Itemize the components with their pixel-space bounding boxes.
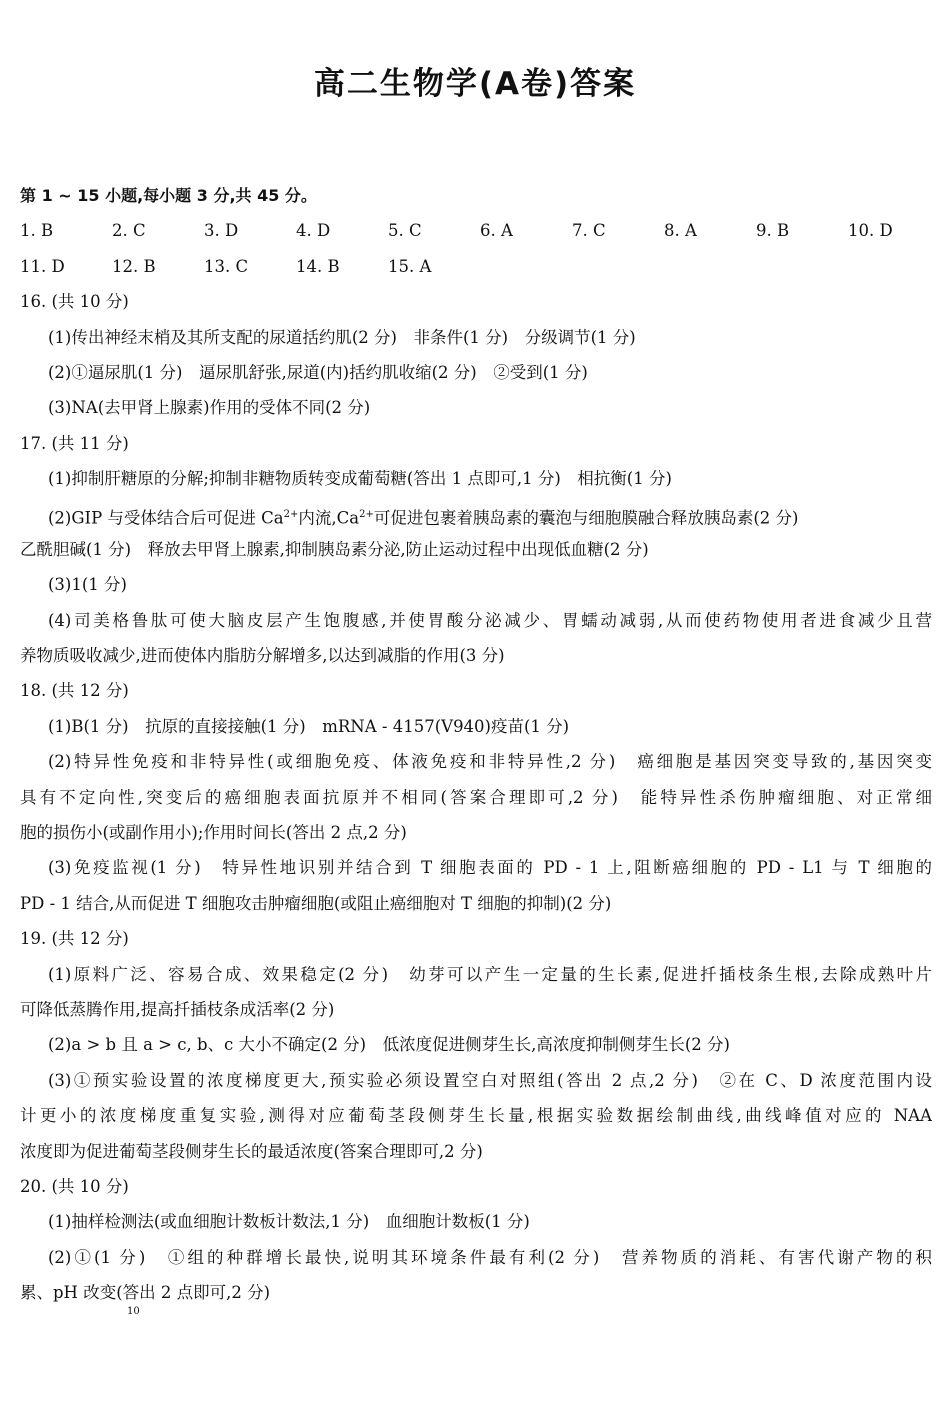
- mc-answer: 2. C: [112, 221, 146, 241]
- mc-answer: 11. D: [20, 256, 65, 276]
- mc-answer: 14. B: [296, 256, 340, 276]
- section-intro: 第 1 ~ 15 小题,每小题 3 分,共 45 分。: [20, 186, 317, 205]
- q18-answer-line: PD - 1 结合,从而促进 T 细胞攻击肿瘤细胞(或阻止癌细胞对 T 细胞的抑制)(2 分): [20, 893, 612, 913]
- q16-heading: 16. (共 10 分): [20, 292, 129, 312]
- q19-answer-line: 浓度即为促进葡萄茎段侧芽生长的最适浓度(答案合理即可,2 分): [20, 1141, 483, 1161]
- q18-answer-line: 胞的损伤小(或副作用小);作用时间长(答出 2 点,2 分): [20, 823, 407, 843]
- q17-text: 可促进包裹着胰岛素的囊泡与细胞膜融合释放胰岛素(2 分): [373, 508, 799, 528]
- mc-answer: 8. A: [664, 221, 697, 241]
- q16-answer-line: (1)传出神经末梢及其所支配的尿道括约肌(2 分) 非条件(1 分) 分级调节(1 分): [48, 327, 636, 347]
- q17-answer-line: 养物质吸收减少,进而使体内脂肪分解增多,以达到减脂的作用(3 分): [20, 646, 505, 666]
- q17-answer-line: (3)1(1 分): [48, 575, 127, 595]
- mc-answers-row-1: [20, 213, 932, 248]
- q17-answer-line: 乙酰胆碱(1 分) 释放去甲肾上腺素,抑制胰岛素分泌,防止运动过程中出现低血糖(2 分): [20, 539, 649, 559]
- mc-answer: 3. D: [204, 221, 239, 241]
- q17-answer-line-ca: [20, 497, 932, 532]
- q17-text: (2)GIP 与受体结合后可促进 Ca: [48, 508, 284, 528]
- q17-text: 内流,Ca: [298, 508, 360, 528]
- q19-answer-line: (2)a > b 且 a > c, b、c 大小不确定(2 分) 低浓度促进侧芽生长,高浓度抑制侧芽生长(2 分): [48, 1035, 730, 1055]
- q19-heading: 19. (共 12 分): [20, 929, 129, 949]
- mc-answer: 5. C: [388, 221, 422, 241]
- q20-answer-line: (1)抽样检测法(或血细胞计数板计数法,1 分) 血细胞计数板(1 分): [48, 1212, 530, 1232]
- mc-answer: 12. B: [112, 256, 156, 276]
- mc-answer: 7. C: [572, 221, 606, 241]
- mc-answer: 10. D: [848, 221, 893, 241]
- mc-answer: 9. B: [756, 221, 790, 241]
- mc-answer: 15. A: [388, 256, 432, 276]
- superscript: 2+: [283, 508, 299, 520]
- mc-answers-row-2: [20, 249, 932, 284]
- page-title: 高二生物学(A卷)答案: [313, 66, 637, 102]
- q19-answer-line: 计更小的浓度梯度重复实验,测得对应葡萄茎段侧芽生长量,根据实验数据绘制曲线,曲线峰值对应的 NAA: [20, 1106, 932, 1126]
- page-number: 10: [127, 1306, 140, 1317]
- q18-heading: 18. (共 12 分): [20, 681, 129, 701]
- q19-answer-line: (1)原料广泛、容易合成、效果稳定(2 分) 幼芽可以产生一定量的生长素,促进扦插枝条生根,去除成熟叶片: [48, 964, 932, 984]
- q20-heading: 20. (共 10 分): [20, 1176, 129, 1196]
- q19-answer-line: 可降低蒸腾作用,提高扦插枝条成活率(2 分): [20, 999, 335, 1019]
- superscript: 2+: [359, 508, 374, 520]
- q16-answer-line: (3)NA(去甲肾上腺素)作用的受体不同(2 分): [48, 398, 371, 418]
- q18-answer-line: (1)B(1 分) 抗原的直接接触(1 分) mRNA - 4157(V940)疫苗(1 分): [48, 716, 570, 736]
- q16-answer-line: (2)①逼尿肌(1 分) 逼尿肌舒张,尿道(内)括约肌收缩(2 分) ②受到(1 分): [48, 362, 588, 382]
- q18-answer-line: (2)特异性免疫和非特异性(或细胞免疫、体液免疫和非特异性,2 分) 癌细胞是基因突变导致的,基因突变: [48, 752, 932, 772]
- q20-answer-line: 累、pH 改变(答出 2 点即可,2 分): [20, 1283, 271, 1303]
- mc-answer: 13. C: [204, 256, 249, 276]
- answer-content: [20, 178, 932, 1311]
- mc-answer: 4. D: [296, 221, 331, 241]
- q19-answer-line: (3)①预实验设置的浓度梯度更大,预实验必须设置空白对照组(答出 2 点,2 分) ②在 C、D 浓度范围内设: [48, 1070, 932, 1090]
- q17-answer-line: (1)抑制肝糖原的分解;抑制非糖物质转变成葡萄糖(答出 1 点即可,1 分) 相抗衡(1 分): [48, 469, 672, 489]
- q18-answer-line: (3)免疫监视(1 分) 特异性地识别并结合到 T 细胞表面的 PD - 1 上,阻断癌细胞的 PD - L1 与 T 细胞的: [48, 858, 932, 878]
- mc-answer: 1. B: [20, 221, 54, 241]
- mc-answer: 6. A: [480, 221, 513, 241]
- q17-answer-line: (4)司美格鲁肽可使大脑皮层产生饱腹感,并使胃酸分泌减少、胃蠕动减弱,从而使药物使用者进食减少且营: [48, 610, 932, 630]
- q20-answer-line: (2)①(1 分) ①组的种群增长最快,说明其环境条件最有利(2 分) 营养物质的消耗、有害代谢产物的积: [48, 1247, 932, 1267]
- q17-heading: 17. (共 11 分): [20, 433, 129, 453]
- q18-answer-line: 具有不定向性,突变后的癌细胞表面抗原并不相同(答案合理即可,2 分) 能特异性杀伤肿瘤细胞、对正常细: [20, 787, 932, 807]
